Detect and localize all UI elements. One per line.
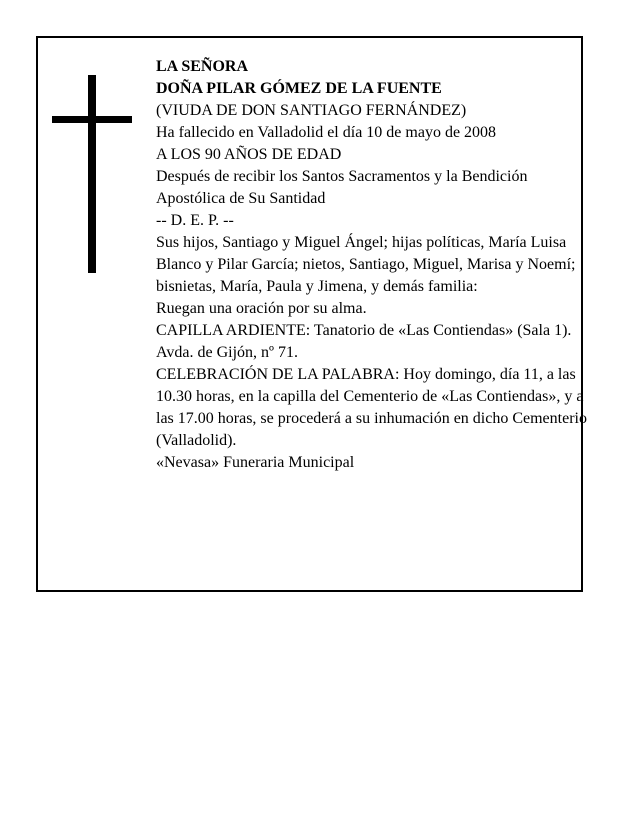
deceased-name: DOÑA PILAR GÓMEZ DE LA FUENTE (156, 80, 442, 97)
age-line: A LOS 90 AÑOS DE EDAD (156, 146, 342, 163)
chapel-line: CAPILLA ARDIENTE: Tanatorio de «Las Contiendas» (Sala 1). Avda. de Gijón, nº 71. (156, 322, 572, 361)
cross-horizontal-bar (52, 116, 132, 123)
sacraments-line: Después de recibir los Santos Sacramentos y la Bendición Apostólica de Su Santidad (156, 168, 528, 207)
death-info: Ha fallecido en Valladolid el día 10 de mayo de 2008 (156, 124, 497, 141)
cross-icon (52, 75, 132, 273)
rip-line: -- D. E. P. -- (156, 212, 234, 229)
prayer-line: Ruegan una oración por su alma. (156, 300, 367, 317)
celebration-line: CELEBRACIÓN DE LA PALABRA: Hoy domingo, día 11, a las 10.30 horas, en la capilla del Cementerio de «Las Contiendas», y a las 17.00 horas, se procederá a su inhumación en dicho Cementerio (Valladolid). (156, 366, 587, 449)
family-line: Sus hijos, Santiago y Miguel Ángel; hijas políticas, María Luisa Blanco y Pilar García; nietos, Santiago, Miguel, Marisa y Noemí; bisnietas, María, Paula y Jimena, y demás familia: (156, 234, 576, 295)
notice-text (156, 56, 588, 474)
widow-of: (VIUDA DE DON SANTIAGO FERNÁNDEZ) (156, 102, 467, 119)
obituary-notice (36, 36, 587, 592)
funeral-home-line: «Nevasa» Funeraria Municipal (156, 454, 355, 471)
heading-line-1: LA SEÑORA (156, 58, 249, 75)
cross-vertical-bar (88, 75, 96, 273)
